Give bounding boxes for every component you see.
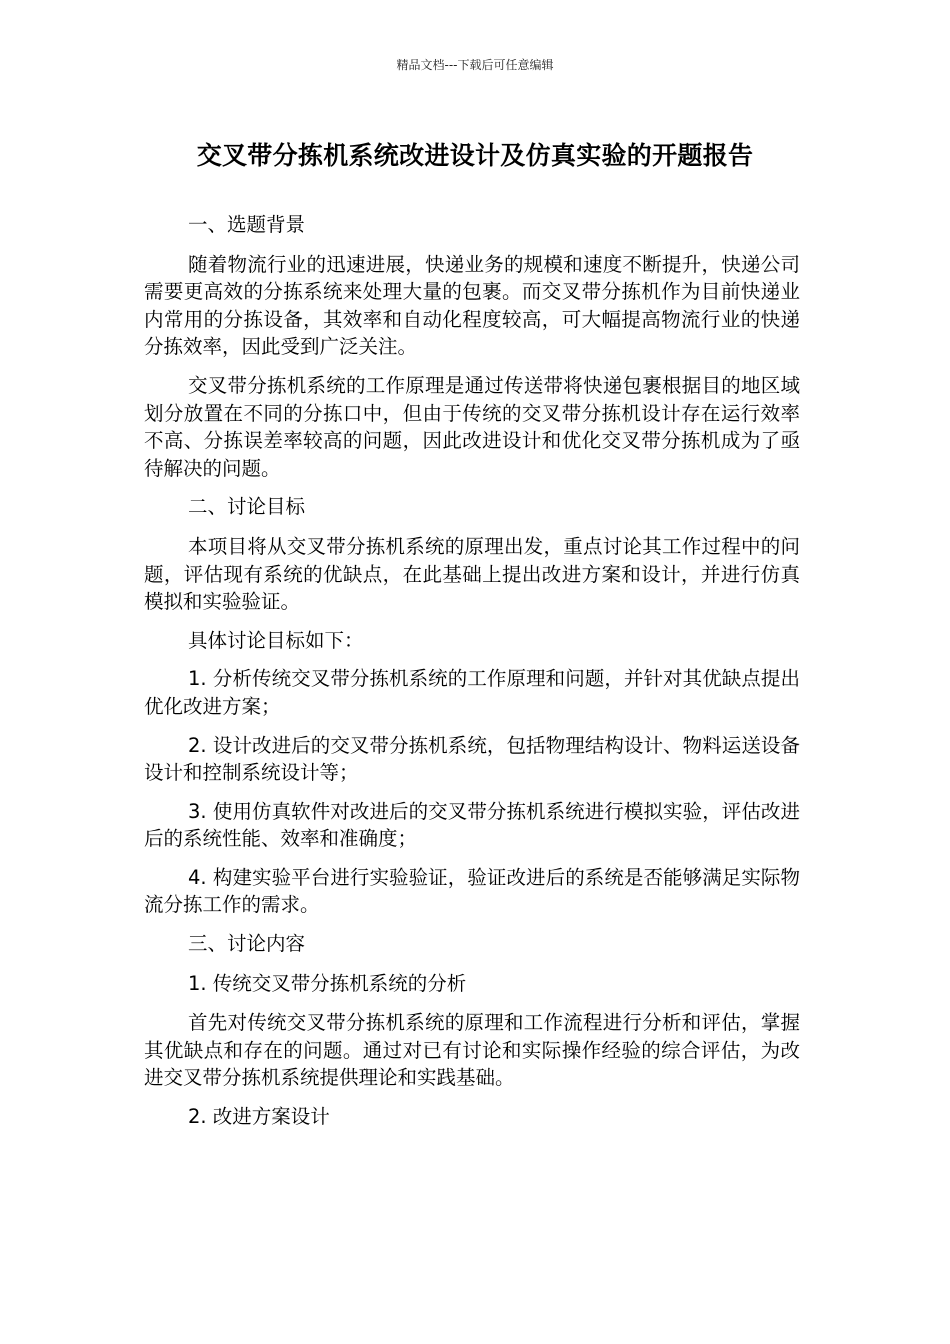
subsection-heading-design: 2. 改进方案设计	[188, 1105, 330, 1129]
paragraph-background-2: 交叉带分拣机系统的工作原理是通过传送带将快递包裹根据目的地区域划分放置在不同的分拣口中，但由于传统的交叉带分拣机设计存在运行效率不高、分拣误差率较高的问题，因此改进设计和优化交叉带分拣机成为了亟待解决的问题。	[144, 373, 800, 480]
section-heading-background: 一、选题背景	[188, 213, 306, 236]
page-header: 精品文档---下载后可任意编辑	[396, 58, 554, 72]
paragraph-objectives-list-intro: 具体讨论目标如下：	[188, 628, 364, 652]
objective-item-1: 1. 分析传统交叉带分拣机系统的工作原理和问题，并针对其优缺点提出优化改进方案；	[144, 667, 800, 718]
section-heading-content: 三、讨论内容	[188, 932, 306, 956]
objective-item-4: 4. 构建实验平台进行实验验证，验证改进后的系统是否能够满足实际物流分拣工作的需求。	[144, 865, 800, 917]
paragraph-analysis: 首先对传统交叉带分拣机系统的原理和工作流程进行分析和评估，掌握其优缺点和存在的问题。通过对已有讨论和实际操作经验的综合评估，为改进交叉带分拣机系统提供理论和实践基础。	[144, 1011, 800, 1090]
section-heading-objectives: 二、讨论目标	[188, 495, 306, 519]
document-title: 交叉带分拣机系统改进设计及仿真实验的开题报告	[196, 141, 754, 170]
objective-item-2: 2. 设计改进后的交叉带分拣机系统，包括物理结构设计、物料运送设备设计和控制系统设计等；	[144, 733, 800, 785]
document-body	[144, 211, 800, 1143]
subsection-heading-analysis: 1. 传统交叉带分拣机系统的分析	[188, 971, 467, 995]
paragraph-background-1: 随着物流行业的迅速进展，快递业务的规模和速度不断提升，快递公司需要更高效的分拣系统来处理大量的包裹。而交叉带分拣机作为目前快递业内常用的分拣设备，其效率和自动化程度较高，可大幅提高物流行业的快递分拣效率，因此受到广泛关注。	[144, 252, 800, 359]
objective-item-3: 3. 使用仿真软件对改进后的交叉带分拣机系统进行模拟实验，评估改进后的系统性能、效率和准确度；	[144, 799, 800, 851]
paragraph-objectives-intro: 本项目将从交叉带分拣机系统的原理出发，重点讨论其工作过程中的问题，评估现有系统的优缺点，在此基础上提出改进方案和设计，并进行仿真模拟和实验验证。	[144, 534, 800, 614]
